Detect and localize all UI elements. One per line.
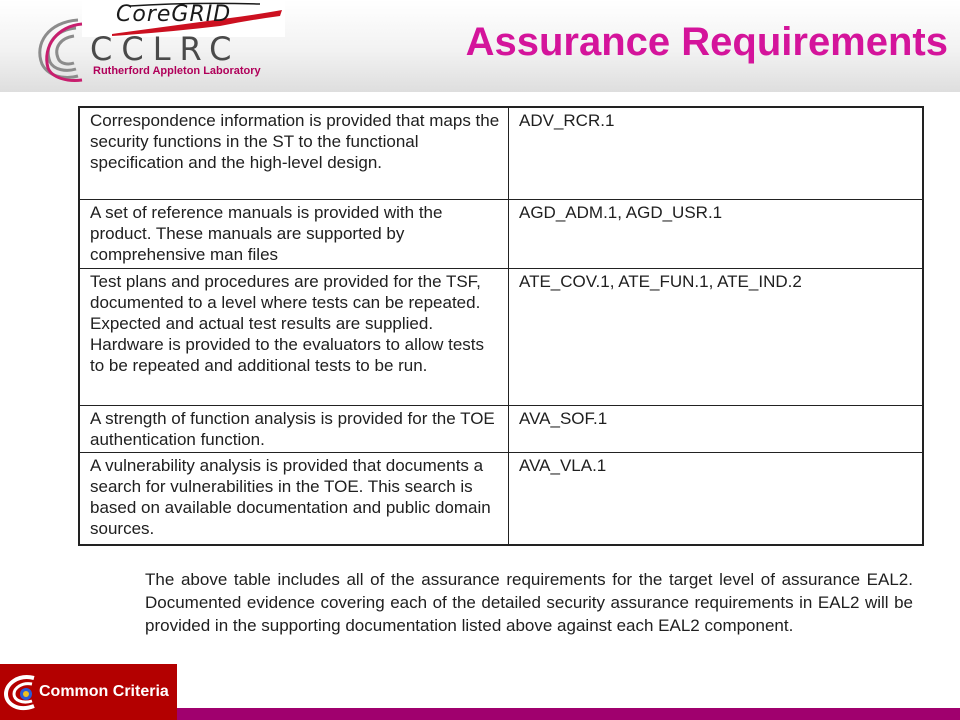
cclrc-swirl-icon (30, 14, 86, 84)
common-criteria-badge (0, 664, 177, 720)
cclrc-logo-text: CCLRC (90, 30, 241, 68)
footer-bar (177, 708, 960, 720)
table-cell-components: AVA_SOF.1 (509, 405, 924, 452)
table-cell-components: ADV_RCR.1 (509, 107, 924, 199)
common-criteria-emblem-icon (4, 672, 38, 712)
table-row (79, 107, 923, 199)
table-row (79, 405, 923, 452)
table-cell-components: ATE_COV.1, ATE_FUN.1, ATE_IND.2 (509, 268, 924, 405)
table-row (79, 268, 923, 405)
table-row (79, 452, 923, 545)
table-cell-components: AVA_VLA.1 (509, 452, 924, 545)
table-cell-description: A set of reference manuals is provided with the product. These manuals are supported by comprehensive man files (79, 199, 509, 268)
table-cell-description: Test plans and procedures are provided for the TSF, documented to a level where tests can be repeated. Expected and actual test results are supplied. Hardware is provided to the evaluators to allow tests to be repeated and additional tests to be run. (79, 268, 509, 405)
table-row (79, 199, 923, 268)
table-cell-components: AGD_ADM.1, AGD_USR.1 (509, 199, 924, 268)
cclrc-subtitle: Rutherford Appleton Laboratory (93, 65, 261, 77)
table-cell-description: Correspondence information is provided that maps the security functions in the ST to the functional specification and the high-level design. (79, 107, 509, 199)
coregrid-logo-text: CoreGRID (116, 2, 232, 27)
page-title: Assurance Requirements (465, 20, 948, 64)
summary-paragraph: The above table includes all of the assurance requirements for the target level of assurance EAL2. Documented evidence covering each of the detailed security assurance requirements in EAL2 will be provided in the supporting documentation listed above against each EAL2 component. (145, 570, 913, 635)
table-cell-description: A vulnerability analysis is provided that documents a search for vulnerabilities in the TOE. This search is based on available documentation and public domain sources. (79, 452, 509, 545)
table-cell-description: A strength of function analysis is provided for the TOE authentication function. (79, 405, 509, 452)
common-criteria-label: Common Criteria (39, 683, 169, 700)
assurance-requirements-table (78, 106, 924, 546)
